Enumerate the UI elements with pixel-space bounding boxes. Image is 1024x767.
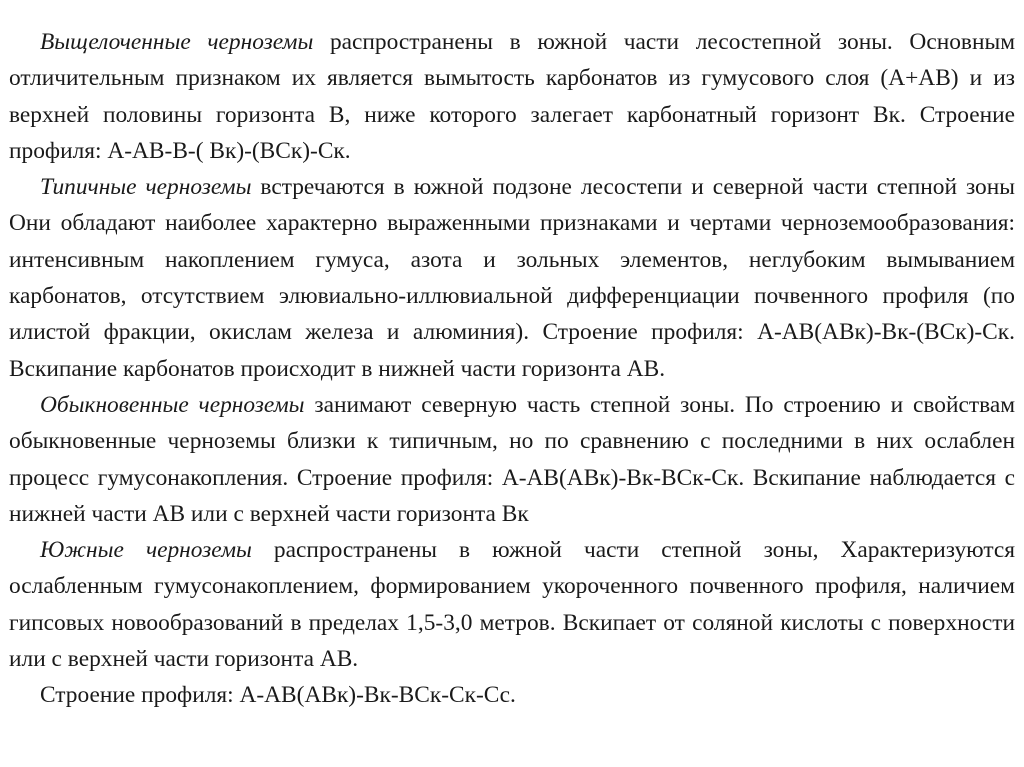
paragraph-typical-chernozems — [9, 169, 1015, 387]
paragraph-text: распространены в южной части лесостепной зоны. Основным отличительным признаком их является вымытость карбонатов из гумусового слоя (А+АВ) и из верхней половины горизонта В, ниже которого залегает карбонатный горизонт Вк. Строение профиля: А-АВ-В-( Вк)-(ВСк)-Ск. — [9, 29, 1015, 164]
document-page — [9, 24, 1015, 714]
term-ordinary-chernozems: Обыкновенные черноземы — [40, 391, 305, 418]
paragraph-profile-structure: Строение профиля: А-АВ(АВк)-Вк-ВСк-Ск-Сс. — [40, 682, 516, 709]
paragraph-text: распространены в южной части степной зоны, Характеризуются ослабленным гумусонакоплением, формированием укороченного почвенного профиля, наличием гипсовых новообразований в пределах 1,5-3,0 метров. Вскипает от соляной кислоты с поверхности или с верхней части горизонта АВ. — [9, 537, 1015, 673]
paragraph-leached-chernozems — [9, 24, 1015, 169]
term-typical-chernozems: Типичные черноземы — [40, 174, 252, 201]
paragraph-text: встречаются в южной подзоне лесостепи и северной части степной зоны Они обладают наиболее характерно выраженными признаками и чертами черноземообразования: интенсивным накоплением гумуса, азота и зольных элементов, неглубоким вымыванием карбонатов, отсутствием элювиально-иллювиальной дифференциации почвенного профиля (по илистой фракции, окислам железа и алюминия). Строение профиля: А-АВ(АВк)-Вк-(ВСк)-Ск. Вскипание карбонатов происходит в нижней части горизонта АВ. — [9, 174, 1015, 382]
paragraph-ordinary-chernozems — [9, 387, 1015, 532]
term-leached-chernozems: Выщелоченные черноземы — [40, 29, 314, 55]
paragraph-southern-chernozems — [9, 532, 1015, 677]
paragraph-text: занимают северную часть степной зоны. По строению и свойствам обыкновенные черноземы близки к типичным, но по сравнению с последними в них ослаблен процесс гумусонакопления. Строение профиля: А-АВ(АВк)-Вк-ВСк-Ск. Вскипание наблюдается с нижней части АВ или с верхней части горизонта Вк — [9, 391, 1015, 527]
term-southern-chernozems: Южные черноземы — [40, 537, 252, 564]
